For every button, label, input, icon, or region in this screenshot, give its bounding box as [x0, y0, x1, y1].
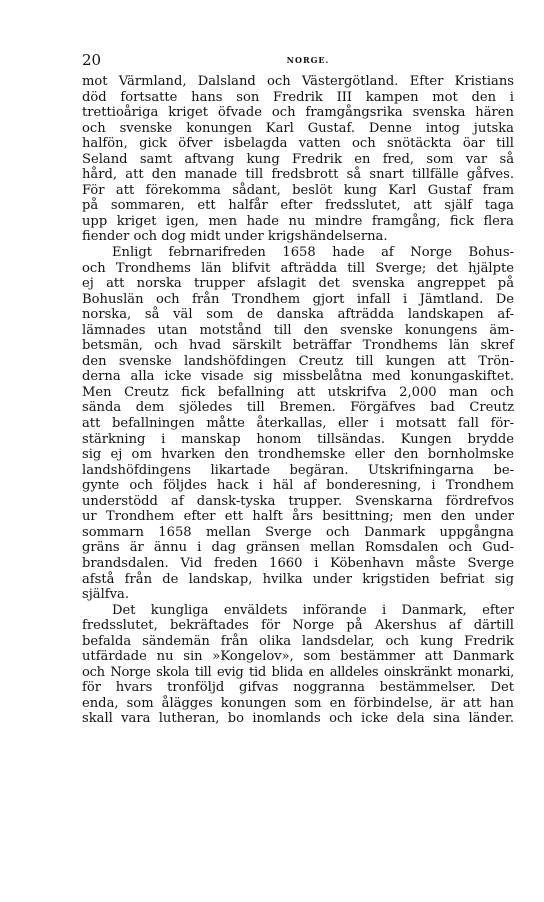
page-header: [82, 50, 514, 70]
text-line: sig ej om hvarken den trondhemske eller den bornholmske: [82, 447, 514, 463]
text-line: den svenske landshöfdingen Creutz till kungen att Trön-: [82, 353, 514, 369]
text-line: norska, så väl som de danska afträdda landskapen af-: [82, 307, 514, 323]
text-line: upp kriget igen, men hade nu mindre framgång, fick flera: [82, 213, 514, 229]
text-line: sända dem sjöledes till Bremen. Förgäfves bad Creutz: [82, 400, 514, 416]
text-line: död fortsatte hans son Fredrik III kampen mot den i: [82, 89, 514, 105]
text-line: Enligt febrnarifreden 1658 hade af Norge Bohus-: [112, 245, 514, 261]
running-title: NORGE.: [286, 55, 330, 65]
text-line: trettioåriga kriget öfvade och framgångsrika svenska hären: [82, 105, 514, 121]
text-line: själfva.: [82, 587, 129, 603]
text-line: att befallningen måtte återkallas, eller i motsatt fall för-: [82, 416, 514, 432]
text-line: Seland samt aftvang kung Fredrik en fred, som var så: [82, 151, 514, 167]
text-line: och Trondhems län blifvit afträdda till Sverge; det hjälpte: [82, 260, 514, 276]
text-line: gräns är ännu i dag gränsen mellan Romsdalen och Gud-: [82, 540, 514, 556]
body-text: [82, 74, 514, 727]
text-line: Det kungliga enväldets införande i Danmark, efter: [112, 602, 514, 618]
text-line: skall vara lutheran, bo inomlands och icke dela sina länder.: [82, 711, 514, 727]
text-line: För att förekomma sådant, beslöt kung Karl Gustaf fram: [82, 182, 514, 198]
paragraph: [82, 603, 514, 727]
text-line: fredsslutet, bekräftades för Norge på Akershus af därtill: [82, 618, 514, 634]
text-line: fiender och dog midt under krigshändelserna.: [82, 229, 388, 245]
text-line: enda, som ålägges konungen som en förbindelse, är att han: [82, 695, 514, 711]
paragraph: [82, 74, 514, 245]
text-line: halfön, gick öfver isbelagda vatten och snötäckta öar till: [82, 136, 514, 152]
text-line: stärkning i manskap honom tillsändas. Kungen brydde: [82, 431, 514, 447]
text-line: afstå från de landskap, hvilka under krigstiden befriat sig: [82, 571, 514, 587]
text-line: på sommaren, ett halfår efter fredsslutet, att själf taga: [82, 198, 514, 214]
text-line: understödd af dansk-tyska trupper. Svenskarna fördrefvos: [82, 493, 514, 509]
text-line: betsmän, och hvad särskilt beträffar Trondhems län skref: [82, 338, 514, 354]
text-line: och Norge skola till evig tid blida en alldeles oinskränkt monarki,: [82, 664, 514, 680]
text-line: gynte och följdes hack i häl af bonderesning, i Trondhem: [82, 478, 514, 494]
text-line: Bohuslän och från Trondhem gjort infall i Jämtland. De: [82, 291, 514, 307]
text-line: derna alla icke visade sig missbelåtna med konungaskiftet.: [82, 369, 514, 385]
text-line: hård, att den manade till fredsbrott så snart tillfälle gåfves.: [82, 167, 514, 183]
text-line: landshöfdingens likartade begäran. Utskrifningarna be-: [82, 462, 514, 478]
text-line: lämnades utan motstånd till den svenske konungens äm-: [82, 322, 514, 338]
text-line: sommarn 1658 mellan Sverge och Danmark uppgångna: [82, 524, 514, 540]
text-line: Men Creutz fick befallning att utskrifva 2,000 man och: [82, 384, 514, 400]
text-line: befalda sändemän från olika landsdelar, och kung Fredrik: [82, 633, 514, 649]
text-line: brandsdalen. Vid freden 1660 i Köbenhavn måste Sverge: [82, 555, 514, 571]
text-line: ur Trondhem efter ett halft års besittning; men den under: [82, 509, 514, 525]
text-line: och svenske konungen Karl Gustaf. Denne intog jutska: [82, 120, 514, 136]
text-line: mot Värmland, Dalsland och Västergötland. Efter Kristians: [82, 74, 514, 89]
text-line: för hvars tronföljd gifvas noggranna bestämmelser. Det: [82, 680, 514, 696]
page-number: 20: [82, 51, 102, 69]
paragraph: [82, 245, 514, 603]
text-line: utfärdade nu sin »Kongelov», som bestämmer att Danmark: [82, 649, 514, 665]
text-line: ej att norska trupper afslagit det svenska angreppet på: [82, 276, 514, 292]
